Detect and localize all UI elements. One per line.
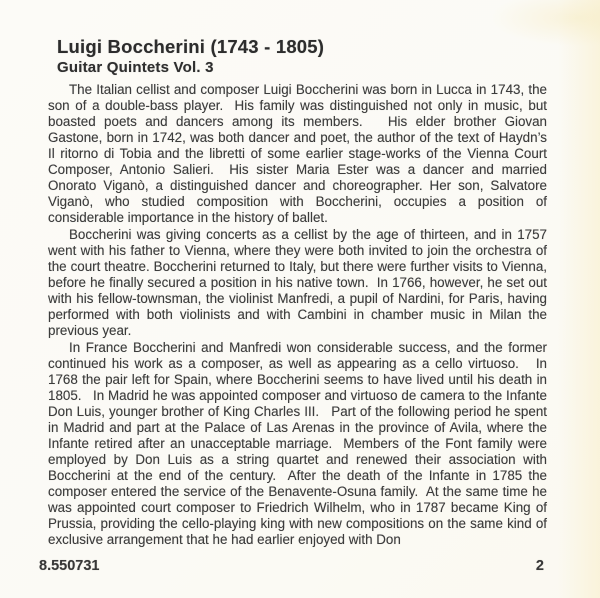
- body-paragraph: In France Boccherini and Manfredi won considerable success, and the former continued his work as a composer, as well as appearing as a cello virtuoso. In 1768 the pair left for Spain, where Boccherini seems to have lived until his death in 1805. In Madrid he was appointed composer and virtuoso de camera to the Infante Don Luis, younger brother of King Charles III. Part of the following period he spent in Madrid and part at the Palace of Las Arenas in the province of Avila, where the Infante retired after an unacceptable marriage. Members of the Font family were employed by Don Luis as a string quartet and renewed their association with Boccherini at the end of the century. After the death of the Infante in 1785 the composer entered the service of the Benavente-Osuna family. At the same time he was appointed court composer to Friedrich Wilhelm, who in 1787 became King of Prussia, providing the cello-playing king with new compositions on the same kind of exclusive arrangement that he had earlier enjoyed with Don: [48, 340, 547, 547]
- body-paragraph: The Italian cellist and composer Luigi Boccherini was born in Lucca in 1743, the son of a double-bass player. His family was distinguished not only in music, but boasted poets and dancers among its members. His elder brother Giovan Gastone, born in 1742, was both dancer and poet, the author of the text of Haydn’s Il ritorno di Tobia and the libretti of some earlier stage-works of the Vienna Court Composer, Antonio Salieri. His sister Maria Ester was a dancer and married Onorato Viganò, a distinguished dancer and choreographer. Her son, Salvatore Viganò, who studied composition with Boccherini, occupies a position of considerable importance in the history of ballet.: [48, 82, 547, 225]
- page-title: Luigi Boccherini (1743 - 1805): [57, 36, 325, 57]
- page-subtitle: Guitar Quintets Vol. 3: [57, 59, 214, 76]
- page-footer: [0, 556, 600, 576]
- catalog-number: 8.550731: [39, 558, 100, 574]
- body-paragraph: Boccherini was giving concerts as a cellist by the age of thirteen, and in 1757 went with his father to Vienna, where they were both invited to join the orchestra of the court theatre. Boccherini returned to Italy, but there were further visits to Vienna, before he finally secured a position in his native town. In 1766, however, he set out with his fellow-townsman, the violinist Manfredi, a pupil of Nardini, for Paris, having performed with both violinists and with Cambini in chamber music in Milan the previous year.: [48, 227, 547, 338]
- liner-notes-text: [48, 82, 547, 549]
- page-number: 2: [535, 558, 544, 574]
